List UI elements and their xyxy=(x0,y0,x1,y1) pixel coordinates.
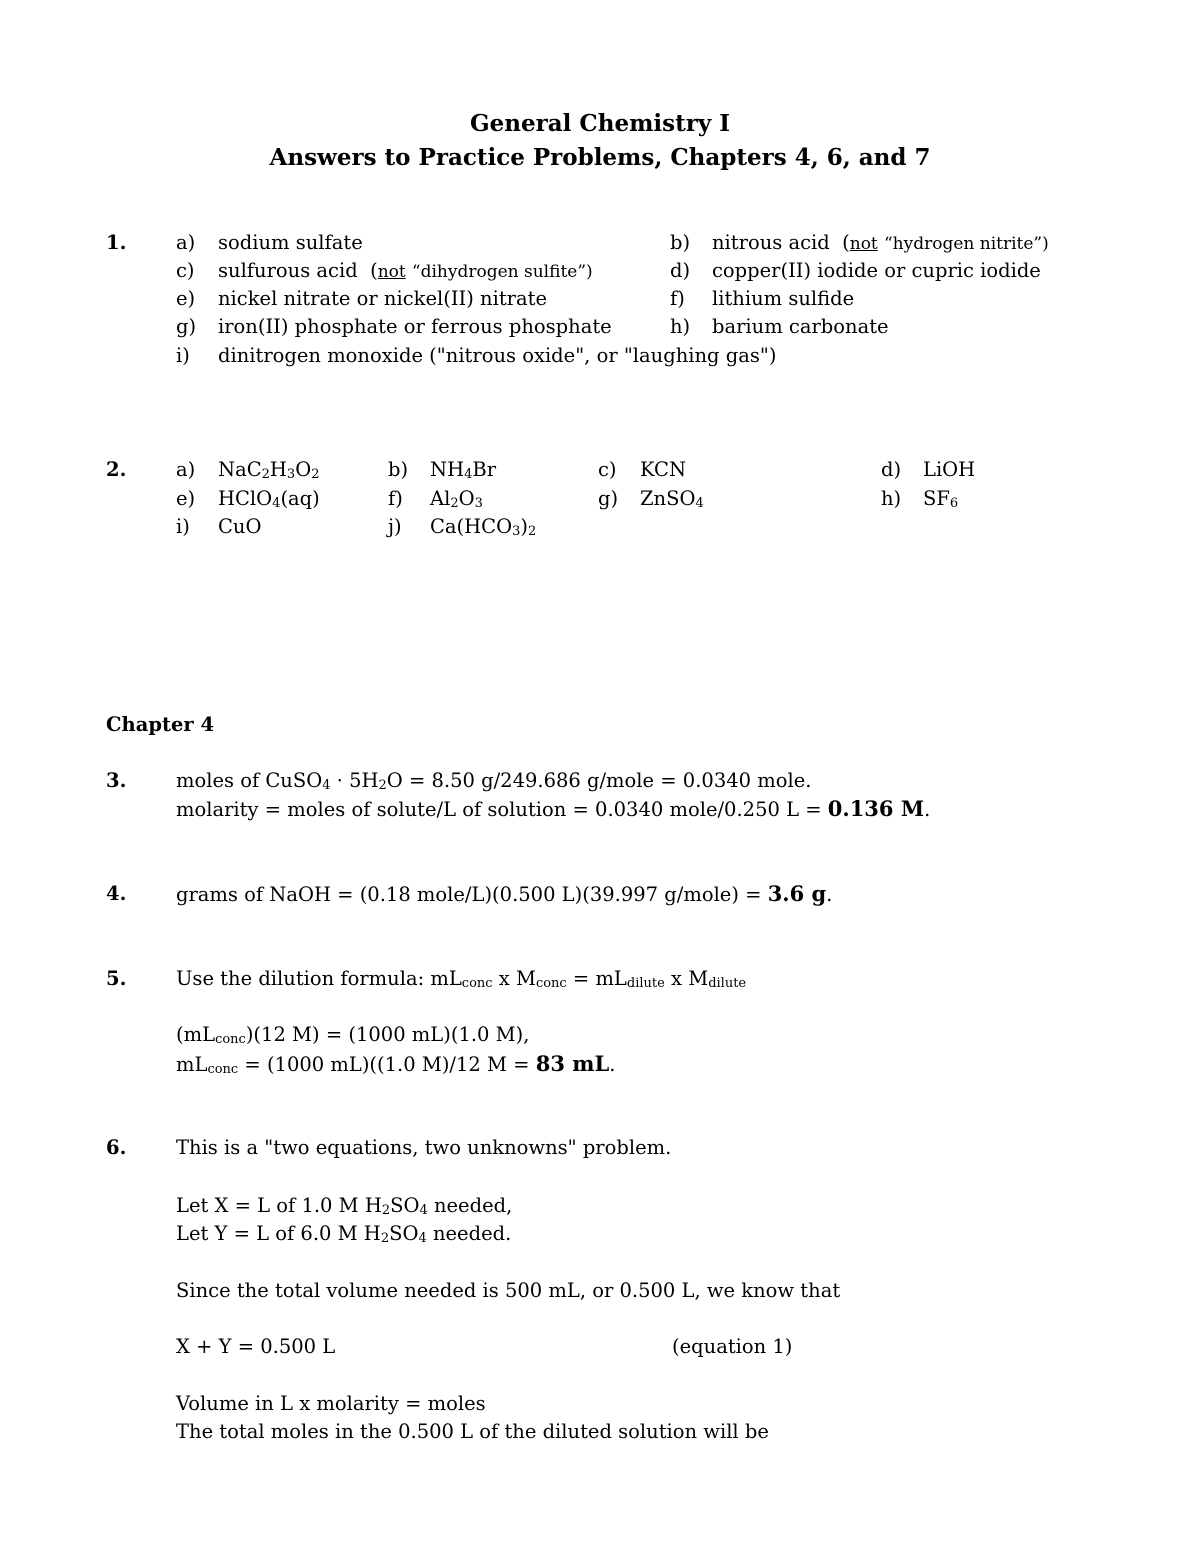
q5-sub-dilute: dilute xyxy=(626,976,665,991)
q2-formula: KCN xyxy=(640,458,687,481)
q3-number: 3. xyxy=(106,769,127,792)
q2-formula: $NaC_2H_3O_2$ xyxy=(218,458,320,482)
q1-number: 1. xyxy=(106,231,127,254)
q1-d-label: d) xyxy=(670,259,691,282)
q5-l2a: (mL xyxy=(176,1023,216,1046)
q3-answer: 0.136 M xyxy=(827,796,925,821)
q5-line-2 xyxy=(176,1021,529,1049)
q6-lety-a: Let Y = L of 6.0 M H xyxy=(176,1222,381,1245)
q1-item-b: b) nitrous acid (not “hydrogen nitrite”) xyxy=(670,229,1049,258)
q4-answer: 3.6 g xyxy=(767,881,827,906)
q1-f-text: lithium sulfide xyxy=(712,287,855,310)
q5-answer: 83 mL xyxy=(535,1051,610,1076)
q5-sub-conc: conc xyxy=(535,976,567,991)
q2-item xyxy=(176,513,261,541)
q6-since: Since the total volume needed is 500 mL, or 0.500 L, we know that xyxy=(176,1279,841,1302)
q5-l1-mid2: = mL xyxy=(566,967,627,990)
q2-label: i) xyxy=(176,515,190,538)
q6-letx-b: needed, xyxy=(427,1194,513,1217)
q5-sub-conc: conc xyxy=(461,976,493,991)
q5-line-3 xyxy=(176,1050,615,1079)
q2-item xyxy=(881,456,975,484)
q2-label: d) xyxy=(881,458,902,481)
q6-let-y: Let Y = L of 6.0 M $H_2SO_4$ needed. xyxy=(176,1222,512,1246)
q2-label: j) xyxy=(388,515,402,538)
q2-formula: ZnSO$_4$ xyxy=(640,487,704,511)
q3-l1c: O = 8.50 g/249.686 g/mole = 0.0340 mole. xyxy=(386,769,812,792)
q1-e-text: nickel nitrate or nickel(II) nitrate xyxy=(218,287,548,310)
q6-lety-b: needed. xyxy=(426,1222,512,1245)
q3-l2: molarity = moles of solute/L of solution = 0.0340 mole/0.250 L = xyxy=(176,798,828,821)
q6-let-x: Let X = L of 1.0 M $H_2SO_4$ needed, xyxy=(176,1194,513,1218)
q1-i-label: i) xyxy=(176,344,190,367)
q2-item xyxy=(388,513,536,541)
q2-label: f) xyxy=(388,487,403,510)
q1-c-quote: “dihydrogen sulfite”) xyxy=(411,262,593,282)
q4-number: 4. xyxy=(106,882,127,905)
q2-label: b) xyxy=(388,458,409,481)
q1-i-text: dinitrogen monoxide ("nitrous oxide", or "laughing gas") xyxy=(218,344,777,367)
q1-item-d xyxy=(670,257,1041,285)
q5-l2b: )(12 M) = (1000 mL)(1.0 M), xyxy=(245,1023,530,1046)
q1-b-quote: “hydrogen nitrite”) xyxy=(883,234,1049,254)
page-subtitle: Answers to Practice Problems, Chapters 4, 6, and 7 xyxy=(269,144,931,171)
q1-h-text: barium carbonate xyxy=(712,315,889,338)
q1-c-not: not xyxy=(377,262,406,282)
q1-a-label: a) xyxy=(176,231,196,254)
q5-l3a: mL xyxy=(176,1053,208,1076)
q2-item xyxy=(598,485,704,513)
q6-volume-line: Volume in L x molarity = moles xyxy=(176,1392,486,1415)
q6-equation-1-label: (equation 1) xyxy=(672,1335,793,1358)
q1-e-label: e) xyxy=(176,287,196,310)
q2-formula: $Al_2O_3$ xyxy=(430,487,483,511)
q1-g-text: iron(II) phosphate or ferrous phosphate xyxy=(218,315,612,338)
q5-number: 5. xyxy=(106,967,127,990)
q1-d-text: copper(II) iodide or cupric iodide xyxy=(712,259,1041,282)
q3-l1b: · 5H xyxy=(330,769,379,792)
q2-label: c) xyxy=(598,458,617,481)
q6-number: 6. xyxy=(106,1136,127,1159)
q5-l1-mid1: x M xyxy=(492,967,536,990)
q1-b-label: b) xyxy=(670,231,691,254)
q3-period: . xyxy=(924,798,931,821)
q1-f-label: f) xyxy=(670,287,685,310)
q5-sub-conc: conc xyxy=(207,1062,239,1077)
q3-line-2 xyxy=(176,795,930,824)
q1-item-h xyxy=(670,313,889,341)
q2-item xyxy=(388,456,496,484)
q2-formula: CuO xyxy=(218,515,262,538)
q1-item-f xyxy=(670,285,854,313)
q1-b-text: nitrous acid xyxy=(712,231,830,254)
q5-sub-dilute: dilute xyxy=(708,976,747,991)
q1-b-not: not xyxy=(849,234,878,254)
q3-l1a: moles of CuSO xyxy=(176,769,323,792)
q6-equation-1: X + Y = 0.500 L xyxy=(176,1335,336,1358)
q2-label: a) xyxy=(176,458,196,481)
q4-text: grams of NaOH = (0.18 mole/L)(0.500 L)(39.997 g/mole) = xyxy=(176,883,768,906)
q5-l3b: = (1000 mL)((1.0 M)/12 M = xyxy=(238,1053,536,1076)
q5-period: . xyxy=(609,1053,616,1076)
q2-item xyxy=(176,485,320,513)
q2-formula: $SF_6$ xyxy=(923,487,959,511)
q1-item-a xyxy=(176,229,363,257)
q6-letx-a: Let X = L of 1.0 M H xyxy=(176,1194,382,1217)
q2-item xyxy=(881,485,958,513)
q3-line-1: moles of CuSO$_4$ · $5H_2O = 8.50$ g/249.686 g/mole = 0.0340 mole. xyxy=(176,769,812,793)
q4-line xyxy=(176,880,832,909)
q6-intro: This is a "two equations, two unknowns" problem. xyxy=(176,1136,672,1159)
q2-formula: LiOH xyxy=(923,458,976,481)
q4-period: . xyxy=(826,883,833,906)
q2-item xyxy=(598,456,686,484)
q1-a-text: sodium sulfate xyxy=(218,231,363,254)
q1-h-label: h) xyxy=(670,315,691,338)
page-title: General Chemistry I xyxy=(470,110,730,137)
q5-sub-conc: conc xyxy=(215,1032,246,1047)
q1-item-g xyxy=(176,313,612,341)
q5-l1-mid3: x M xyxy=(664,967,709,990)
q6-total-line: The total moles in the 0.500 L of the diluted solution will be xyxy=(176,1420,769,1443)
q1-c-text: sulfurous acid xyxy=(218,259,358,282)
q2-formula: $Ca(HCO_3)_2$ xyxy=(430,515,537,539)
q1-item-i xyxy=(176,342,776,370)
q2-item xyxy=(388,485,483,513)
q2-number: 2. xyxy=(106,458,127,481)
q2-label: e) xyxy=(176,487,196,510)
q5-line-1 xyxy=(176,965,746,993)
q2-label: h) xyxy=(881,487,902,510)
q2-formula: $NH_4Br$ xyxy=(430,458,497,482)
q2-label: g) xyxy=(598,487,619,510)
q1-c-label: c) xyxy=(176,259,195,282)
chapter-4-heading: Chapter 4 xyxy=(106,713,215,736)
q1-item-c: c) sulfurous acid (not “dihydrogen sulfite”) xyxy=(176,257,593,286)
q2-item xyxy=(176,456,319,484)
q1-g-label: g) xyxy=(176,315,197,338)
q5-l1-prefix: Use the dilution formula: mL xyxy=(176,967,462,990)
q1-item-e xyxy=(176,285,547,313)
q2-formula: HClO$_4$(aq) xyxy=(218,487,320,511)
